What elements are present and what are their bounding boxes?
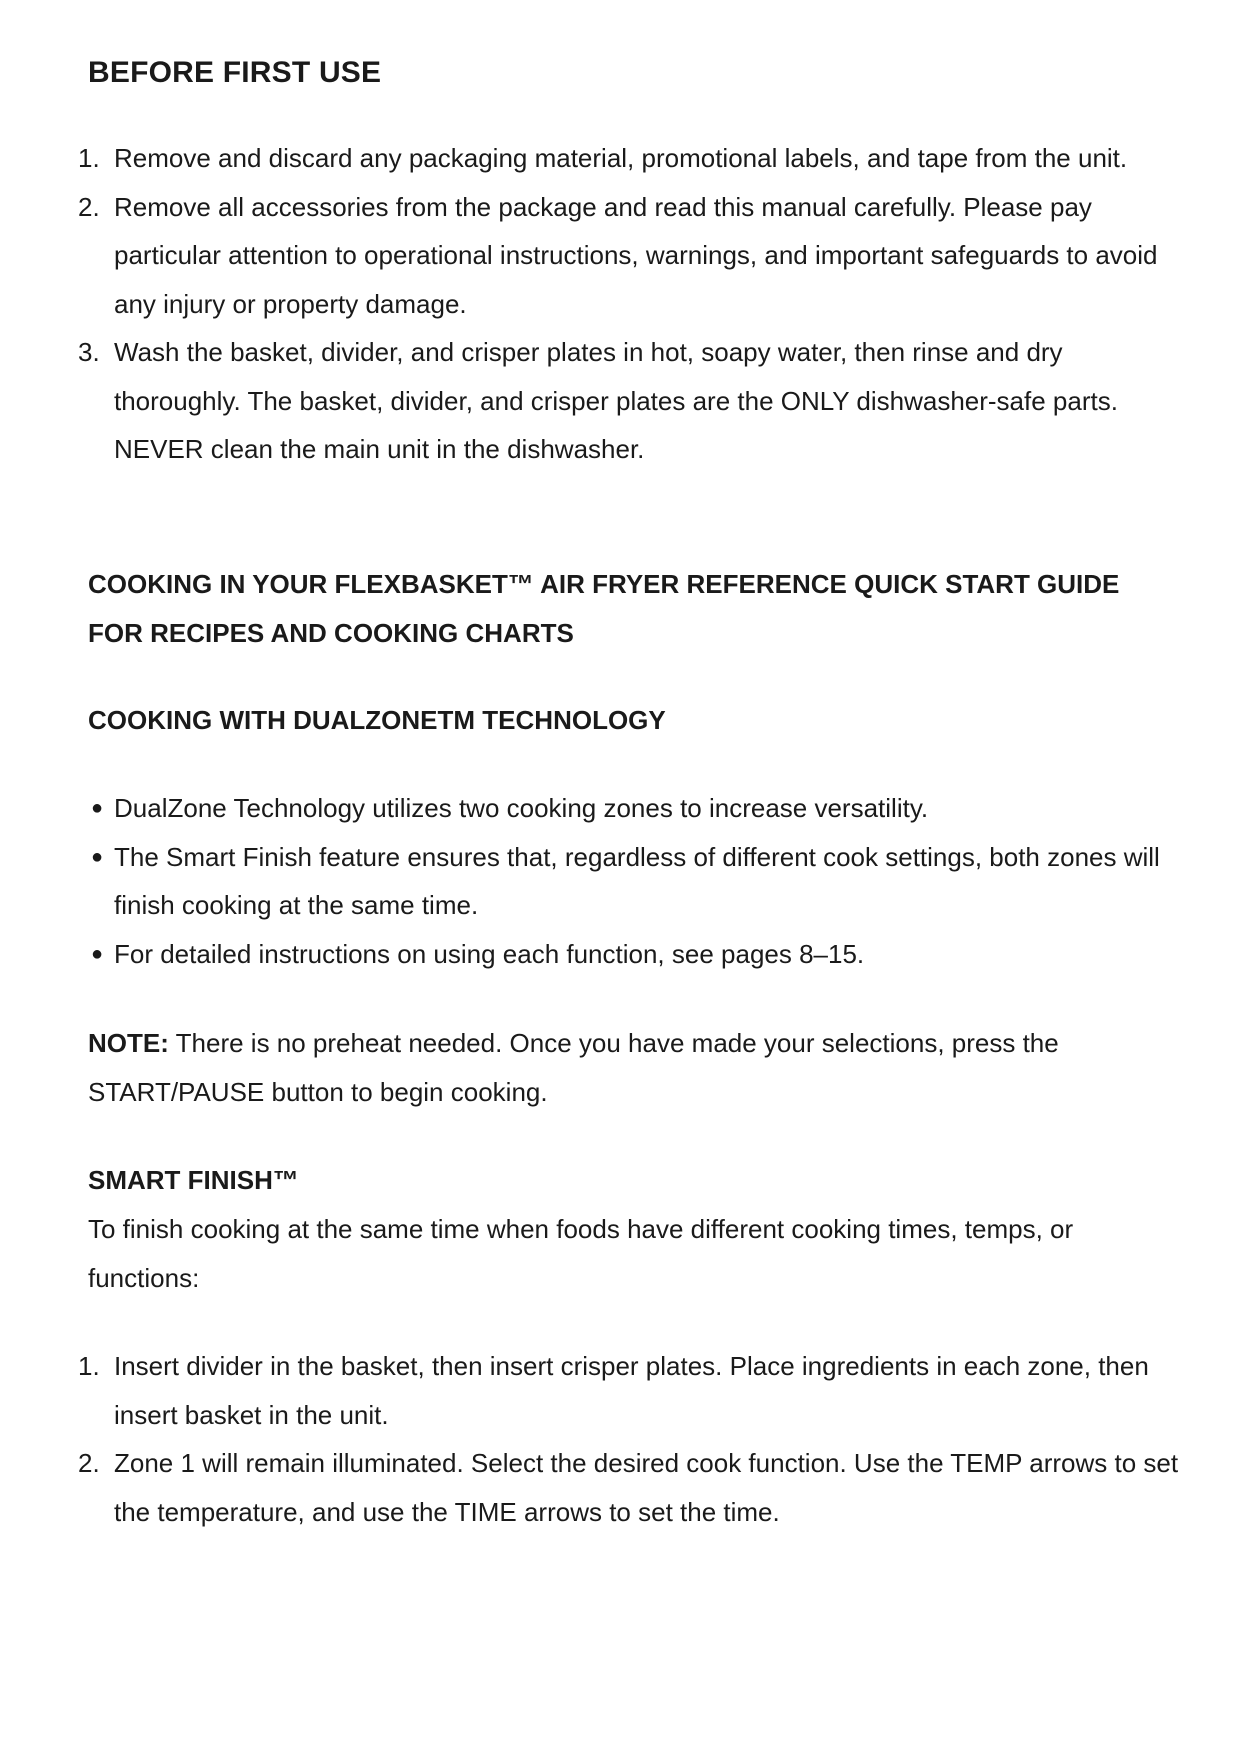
step-number: 2. [78,191,100,222]
smart-finish-intro: To finish cooking at the same time when foods have different cooking times, temps, or functions: [88,1214,1074,1293]
bullet-icon: ● [91,942,104,965]
bullet-icon: ● [91,797,104,819]
smart-finish-steps [0,1342,1240,1536]
step-number: 1. [78,143,100,173]
step-number: 1. [78,1351,100,1381]
note-text: There is no preheat needed. Once you have made your selections, press the START/PAUSE button to begin cooking. [88,1028,1059,1107]
step-text: Remove all accessories from the package and read this manual carefully. Please pay particular attention to operational instructions, warnings, and important safeguards to avoid any injury or property damage. [114,191,1158,319]
note-label: NOTE: [88,1028,169,1058]
bullet-text: DualZone Technology utilizes two cooking zones to increase versatility. [114,793,929,823]
step-text: Insert divider in the basket, then insert crisper plates. Place ingredients in each zone, then insert basket in the unit. [114,1351,1149,1430]
bullet-icon: ● [91,845,104,868]
step-number: 3. [78,337,100,367]
bullet-text: For detailed instructions on using each function, see pages 8–15. [114,938,865,969]
list-item [0,833,1240,930]
note-paragraph [88,1019,1168,1116]
list-item [0,1342,1240,1439]
before-first-use-heading: BEFORE FIRST USE [88,56,382,89]
step-text: Wash the basket, divider, and crisper plates in hot, soapy water, then rinse and dry thoroughly. The basket, divider, and crisper plates are the ONLY dishwasher-safe parts. NEVER clean the main unit in the dishwasher. [114,337,1118,464]
step-number: 2. [78,1448,100,1478]
step-text: Zone 1 will remain illuminated. Select the desired cook function. Use the TEMP arrows to set the temperature, and use the TIME arrows to set the time. [114,1448,1179,1527]
list-item [0,1439,1240,1536]
list-item [0,784,1240,833]
dualzone-bullets [0,784,1240,978]
list-item [0,134,1240,183]
step-text: Remove and discard any packaging material, promotional labels, and tape from the unit. [114,143,1128,173]
list-item [0,183,1240,329]
cooking-reference-heading: COOKING IN YOUR FLEXBASKET™ AIR FRYER REFERENCE QUICK START GUIDE FOR RECIPES AND COOKING CHARTS [88,569,1120,648]
dualzone-heading: COOKING WITH DUALZONETM TECHNOLOGY [88,705,666,735]
list-item [0,328,1240,474]
bullet-text: The Smart Finish feature ensures that, regardless of different cook settings, both zones will finish cooking at the same time. [114,841,1160,920]
before-first-use-steps [0,134,1240,474]
list-item [0,930,1240,979]
smart-finish-heading: SMART FINISH™ [88,1165,299,1195]
